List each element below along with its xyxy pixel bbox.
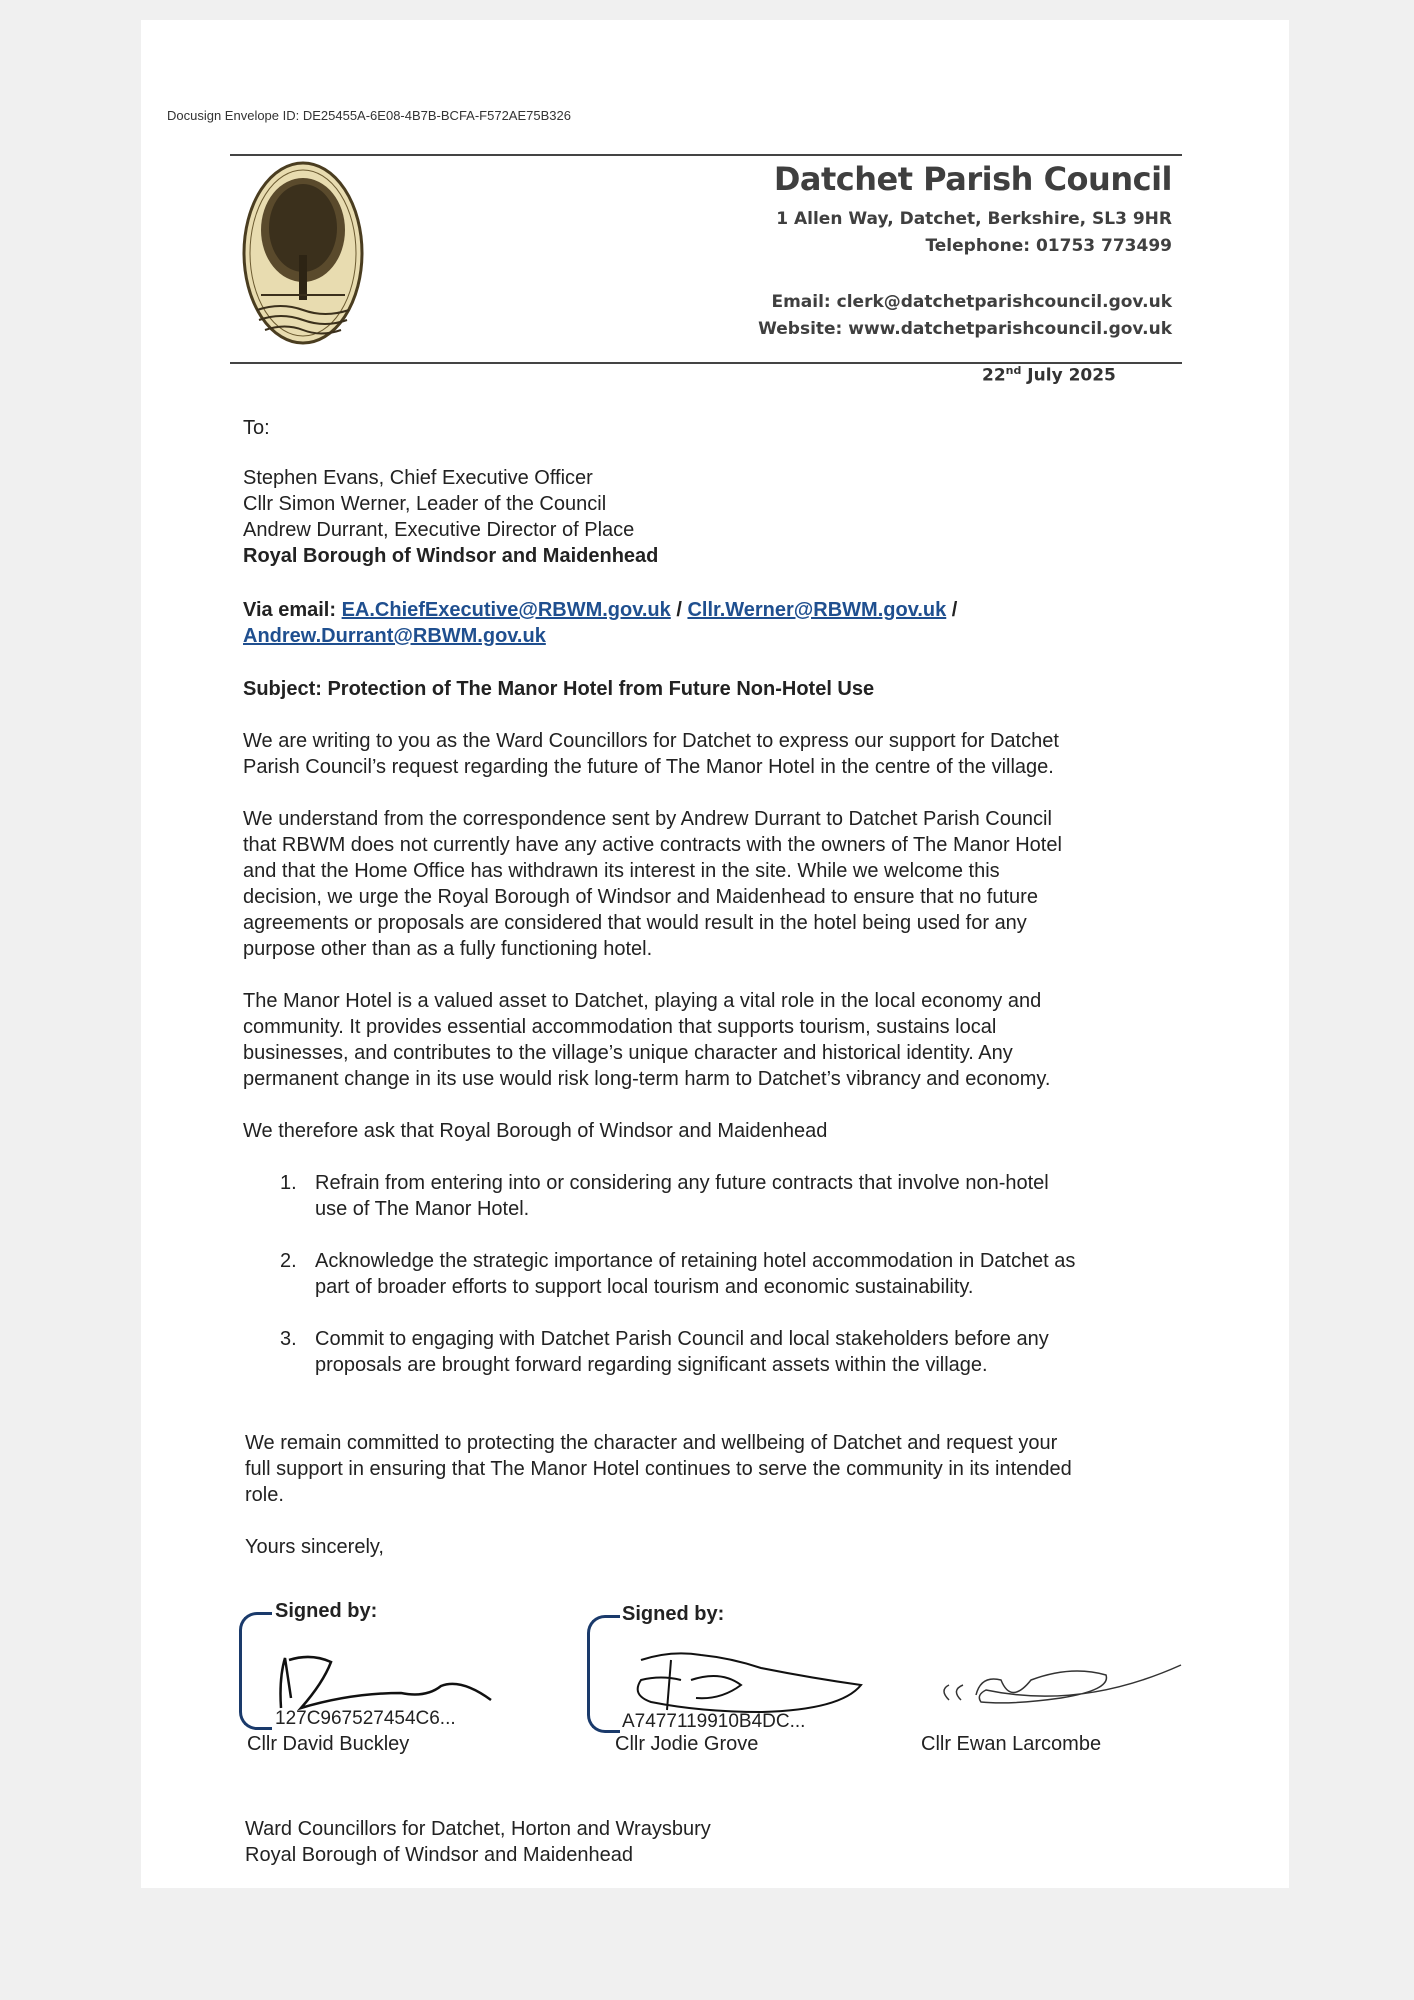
council-name: Datchet Parish Council	[773, 160, 1172, 198]
email-link-cllr-werner[interactable]: Cllr.Werner@RBWM.gov.uk	[687, 599, 947, 621]
paragraph-understanding: We understand from the correspondence sent by Andrew Durrant to Datchet Parish Council that RBWM does not currently have any active contracts with the owners of The Manor Hotel and that the Home Office has withdrawn its interest in the site. While we welcome this decision, we urge the Royal Borough of Windsor and Maidenhead to ensure that no future agreements or proposals are considered that would result in the hotel being used for any purpose other than as a fully functioning hotel.	[243, 808, 1062, 960]
recipients-block	[243, 465, 658, 569]
signature-ewan-larcombe	[931, 1650, 1191, 1730]
letter-page: Docusign Envelope ID: DE25455A-6E08-4B7B-BCFA-F572AE75B326 Datchet Parish Council 1 Allen Way, Datchet, Berkshire, SL3 9HR Telephone: 01753 773499 Email: clerk@datchetparishcouncil.gov.uk Website: www.datchetparishcouncil.gov.uk 22nd July 2025 To: Stephen Evans, Chief Executive Officer Cllr Simon Werner, Leader of the Council Andrew Durrant, Executive Director of Place Royal Borough of Windsor and Maidenhead Via email: EA.ChiefExecutive@RBWM.gov.uk / Cllr.Werner@RBWM.gov.uk / Andrew.Durrant@RBWM.gov.uk Subject: Protection of The Manor Hotel from Future Non-Hotel Use We are writing to you as the Ward Councillors for Datchet to express our support for Datchet Parish Council’s request regarding the future of The Manor Hotel in the centre of the village. We understand from the correspondence sent by Andrew Durrant to Datchet Parish Council that RBWM does not currently have any active contracts with the owners of The Manor Hotel and that the Home Office has withdrawn its interest in the site. While we welcome this decision, we urge the Royal Borough of Windsor and Maidenhead to ensure that no future agreements or proposals are considered that would result in the hotel being used for any purpose other than as a fully functioning hotel. The Manor Hotel is a valued asset to Datchet, playing a vital role in the local economy and community. It provides essential accommodation that supports tourism, sustains local businesses, and contributes to the village’s unique character and historical identity. Any permanent change in its use would risk long-term harm to Datchet’s vibrancy and economy. We therefore ask that Royal Borough of Windsor and Maidenhead 1. Refrain from entering into or considering any future contracts that involve non-hotel use of The Manor Hotel. 2. Acknowledge the strategic importance of retaining hotel accommodation in Datchet as part of broader efforts to support local tourism and economic sustainability. 3. Commit to engaging with Datchet Parish Council and local stakeholders before any proposals are brought forward regarding significant assets within the village. We remain committed to protecting the character and wellbeing of Datchet and request your full support in ensuring that The Manor Hotel continues to serve the community in its intended role. Yours sincerely, Signed by: 127C967527454C6... Cllr David Buckley Signed by: A7477119910B4DC... Cllr Jodie Grove Cllr Ewan Larcombe Ward Councillors for Datchet, Horton and Wraysbury Royal Borough of Windsor and Maidenhead	[141, 20, 1289, 1888]
paragraph-closing: We remain committed to protecting the character and wellbeing of Datchet and request your full support in ensuring that The Manor Hotel continues to serve the community in its intended role.	[245, 1432, 1072, 1506]
signatory-name: Cllr Jodie Grove	[615, 1733, 759, 1755]
council-address: 1 Allen Way, Datchet, Berkshire, SL3 9HR	[776, 209, 1172, 229]
email-link-andrew-durrant[interactable]: Andrew.Durrant@RBWM.gov.uk	[243, 625, 546, 647]
footer-line: Royal Borough of Windsor and Maidenhead	[245, 1844, 634, 1866]
signatory-name: Cllr David Buckley	[247, 1733, 410, 1755]
letter-subject: Subject: Protection of The Manor Hotel from Future Non-Hotel Use	[243, 678, 875, 700]
via-email-block: Via email: EA.ChiefExecutive@RBWM.gov.uk / Cllr.Werner@RBWM.gov.uk / Andrew.Durrant@RBWM.gov.uk	[243, 599, 958, 647]
via-email-label: Via email:	[243, 599, 337, 621]
signature-id: 127C967527454C6...	[275, 1708, 456, 1729]
signatory-name: Cllr Ewan Larcombe	[921, 1733, 1102, 1755]
signed-by-label: Signed by:	[275, 1600, 378, 1622]
recipient-organisation: Royal Borough of Windsor and Maidenhead	[243, 545, 659, 567]
recipient-line: Cllr Simon Werner, Leader of the Council	[243, 493, 607, 515]
letter-date: 22nd July 2025	[982, 364, 1116, 386]
recipient-line: Stephen Evans, Chief Executive Officer	[243, 467, 593, 489]
docusign-envelope-id: Docusign Envelope ID: DE25455A-6E08-4B7B-BCFA-F572AE75B326	[167, 108, 571, 123]
sign-off: Yours sincerely,	[245, 1536, 384, 1558]
email-link-chief-executive[interactable]: EA.ChiefExecutive@RBWM.gov.uk	[341, 599, 671, 621]
council-website: Website: www.datchetparishcouncil.gov.uk	[758, 319, 1172, 339]
to-label: To:	[243, 417, 270, 439]
footer-block	[245, 1816, 711, 1868]
recipient-line: Andrew Durrant, Executive Director of Place	[243, 519, 635, 541]
paragraph-valued-asset: The Manor Hotel is a valued asset to Datchet, playing a vital role in the local economy and community. It provides essential accommodation that supports tourism, sustains local businesses, and contributes to the village’s unique character and historical identity. Any permanent change in its use would risk long-term harm to Datchet’s vibrancy and economy.	[243, 990, 1051, 1090]
council-telephone: Telephone: 01753 773499	[925, 236, 1172, 256]
signature-id: A7477119910B4DC...	[622, 1711, 806, 1732]
footer-line: Ward Councillors for Datchet, Horton and Wraysbury	[245, 1818, 711, 1840]
paragraph-request-intro: We therefore ask that Royal Borough of Windsor and Maidenhead	[243, 1120, 828, 1142]
parish-tree-logo	[241, 160, 365, 346]
signed-by-label: Signed by:	[622, 1603, 725, 1625]
council-email: Email: clerk@datchetparishcouncil.gov.uk	[771, 292, 1172, 312]
paragraph-support: We are writing to you as the Ward Councillors for Datchet to express our support for Datchet Parish Council’s request regarding the future of The Manor Hotel in the centre of the village.	[243, 730, 1059, 778]
header-top-rule	[230, 154, 1182, 156]
